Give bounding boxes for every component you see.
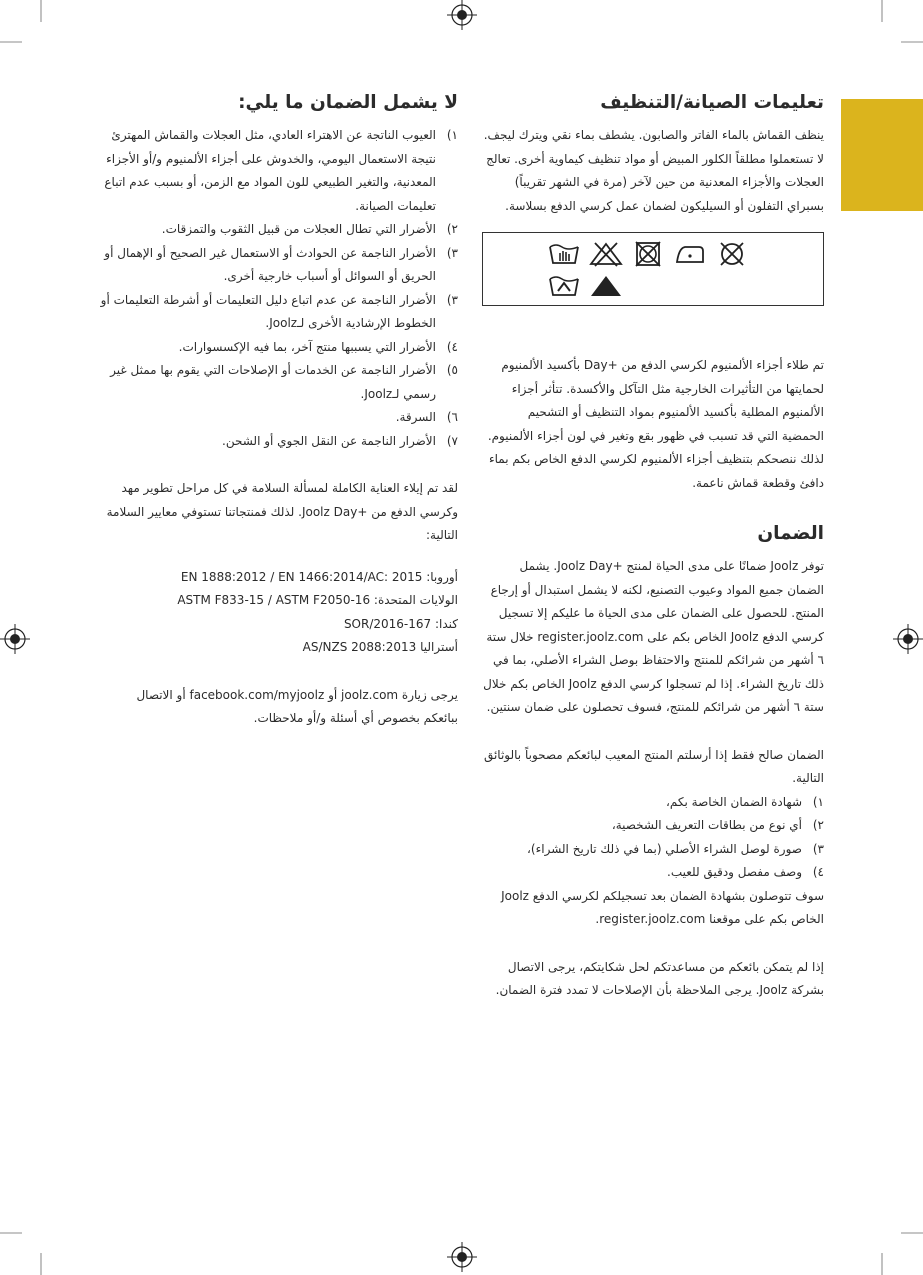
aluminium-care-text: تم طلاء أجزاء الألمنيوم لكرسي الدفع من +Day بأكسيد الألمنيوم لحمايتها من التأثيرات الخارجية مثل التآكل والأكسدة. تتأثر أجزاء الألمنيوم المطلية بأكسيد الألمنيوم بمواد التنظيف أو التشحيم الحمضية التي قد تسبب في ظهور بقع وتغير في لون أجزاء الألمنيوم. لذلك ننصحكم بتنظيف أجزاء الألمنيوم لكرسي الدفع الخاص بكم بماء دافئ وقطعة قماش ناعمة. xyxy=(487,358,824,490)
registration-mark-right xyxy=(893,624,923,654)
list-item: ٢) أي نوع من بطاقات التعريف الشخصية، xyxy=(611,818,824,832)
list-item: ٤) الأضرار التي يسببها منتج آخر، بما فيه الإكسسوارات. xyxy=(178,339,458,354)
list-item: ٣) صورة لوصل الشراء الأصلي (بما في ذلك تاريخ الشراء)، xyxy=(527,841,824,856)
list-item: ٧) الأضرار الناجمة عن النقل الجوي أو الشحن. xyxy=(222,433,458,448)
warranty-title: الضمان xyxy=(757,523,824,544)
hand-wash-icon xyxy=(547,241,581,267)
safety-text: لقد تم إيلاء العناية الكاملة لمسألة السلامة في كل مراحل تطوير مهد وكرسي الدفع من +Joolz Day. لذلك فمنتجاتنا تستوفي معايير السلامة التالية: xyxy=(106,481,458,542)
standard-row-australia: أستراليا AS/NZS 2088:2013 xyxy=(302,640,458,654)
warranty-contact-text: إذا لم يتمكن بائعكم من مساعدتكم لحل شكايتكم، يرجى الاتصال بشركة Joolz. يرجى الملاحظة بأن الإصلاحات لا تمدد فترة الضمان. xyxy=(495,959,824,997)
section-tab xyxy=(841,99,923,211)
crosshair-icon xyxy=(447,1242,477,1272)
no-dry-clean-icon xyxy=(715,241,749,267)
exclusions-column xyxy=(100,88,458,731)
iron-low-icon xyxy=(673,241,707,267)
dry-flat-icon xyxy=(547,273,581,299)
crosshair-icon xyxy=(0,624,30,654)
standard-row-canada: كندا: SOR/2016-167 xyxy=(343,616,458,631)
care-title: تعليمات الصيانة/التنظيف xyxy=(600,92,824,113)
registration-mark-bottom xyxy=(447,1242,477,1272)
list-item: ٢) الأضرار التي تطال العجلات من قبيل الثقوب والتمزقات. xyxy=(161,222,458,236)
list-item: ٥) الأضرار الناجمة عن الخدمات أو الإصلاحات التي يقوم بها ممثل غير رسمي لـJoolz. xyxy=(110,363,458,401)
list-item: ٤) وصف مفصل ودقيق للعيب. xyxy=(667,865,824,879)
standard-row-usa: الولايات المتحدة: ASTM F833-15 / ASTM F2050-16 xyxy=(177,593,458,607)
no-bleach-icon xyxy=(589,241,623,267)
list-item: ٣) الأضرار الناجمة عن عدم اتباع دليل التعليمات أو أشرطة التعليمات أو الخطوط الإرشادية الأخرى لـJoolz. xyxy=(100,292,458,330)
no-tumble-dry-icon xyxy=(631,241,665,267)
list-item: ١) شهادة الضمان الخاصة بكم، xyxy=(666,794,824,809)
crosshair-icon xyxy=(893,624,923,654)
crosshair-icon xyxy=(447,0,477,30)
exclusions-list xyxy=(100,124,458,453)
list-item: ٦) السرقة. xyxy=(395,410,458,424)
warranty-certificate-text: سوف تتوصلون بشهادة الضمان بعد تسجيلكم لكرسي الدفع Joolz الخاص بكم على موقعنا register.joolz.com. xyxy=(501,888,824,926)
care-symbols-box xyxy=(482,232,824,306)
warranty-documents-list xyxy=(482,791,824,885)
standard-row-europe: أوروبا: EN 1888:2012 / EN 1466:2014/AC: 2015 xyxy=(180,569,458,584)
exclusions-title: لا يشمل الضمان ما يلي: xyxy=(238,92,458,113)
warranty-valid-intro: الضمان صالح فقط إذا أرسلتم المنتج المعيب لبائعكم مصحوباً بالوثائق التالية. xyxy=(483,747,824,785)
registration-mark-top xyxy=(447,0,477,30)
visit-text: يرجى زيارة joolz.com أو facebook.com/myjoolz أو الاتصال ببائعكم بخصوص أي أسئلة و/أو ملاحظات. xyxy=(136,687,458,725)
registration-mark-left xyxy=(0,624,30,654)
list-item: ٣) الأضرار الناجمة عن الحوادث أو الاستعمال غير الصحيح أو الإهمال أو الحريق أو السوائل أو أسباب خارجية أخرى. xyxy=(104,245,458,283)
no-wring-icon xyxy=(589,273,623,299)
warranty-body: توفر Joolz ضمانًا على مدى الحياة لمنتج +Joolz Day. يشمل الضمان جميع المواد وعيوب التصنيع، لكنه لا يشمل استبدال أو إرجاع المنتج. للحصول على الضمان على مدى الحياة ما عليكم إلا تسجيل كرسي الدفع Joolz الخاص بكم على register.joolz.com خلال ستة ٦ أشهر من شرائكم للمنتج والاحتفاظ بوصل الشراء الأصلي، بما في ذلك تاريخ الشراء. إذا لم تسجلوا كرسي الدفع Joolz الخاص بكم خلال ستة ٦ أشهر من شرائكم للمنتج، فسوف تحصلون على ضمان سنتين. xyxy=(483,559,824,714)
list-item: ١) العيوب الناتجة عن الاهتراء العادي، مثل العجلات والقماش المهترئ نتيجة الاستعمال اليومي، والخدوش على أجزاء الألمنيوم و/أو الأجزاء المعدنية، والتغير الطبيعي للون المواد مع الزمن، أو بسبب عدم اتباع تعليمات الصيانة. xyxy=(104,128,458,213)
care-body: ينظف القماش بالماء الفاتر والصابون. يشطف بماء نقي ويترك ليجف. لا تستعملوا مطلقاً الكلور المبيض أو مواد تنظيف كيماوية أخرى. تعالج العجلات والأجزاء المعدنية من حين لآخر (مرة في الشهر تقريباً) بسبراي التفلون أو السيليكون لضمان عمل كرسي الدفع بسلاسة. xyxy=(483,128,824,213)
care-warranty-column xyxy=(482,88,824,1003)
